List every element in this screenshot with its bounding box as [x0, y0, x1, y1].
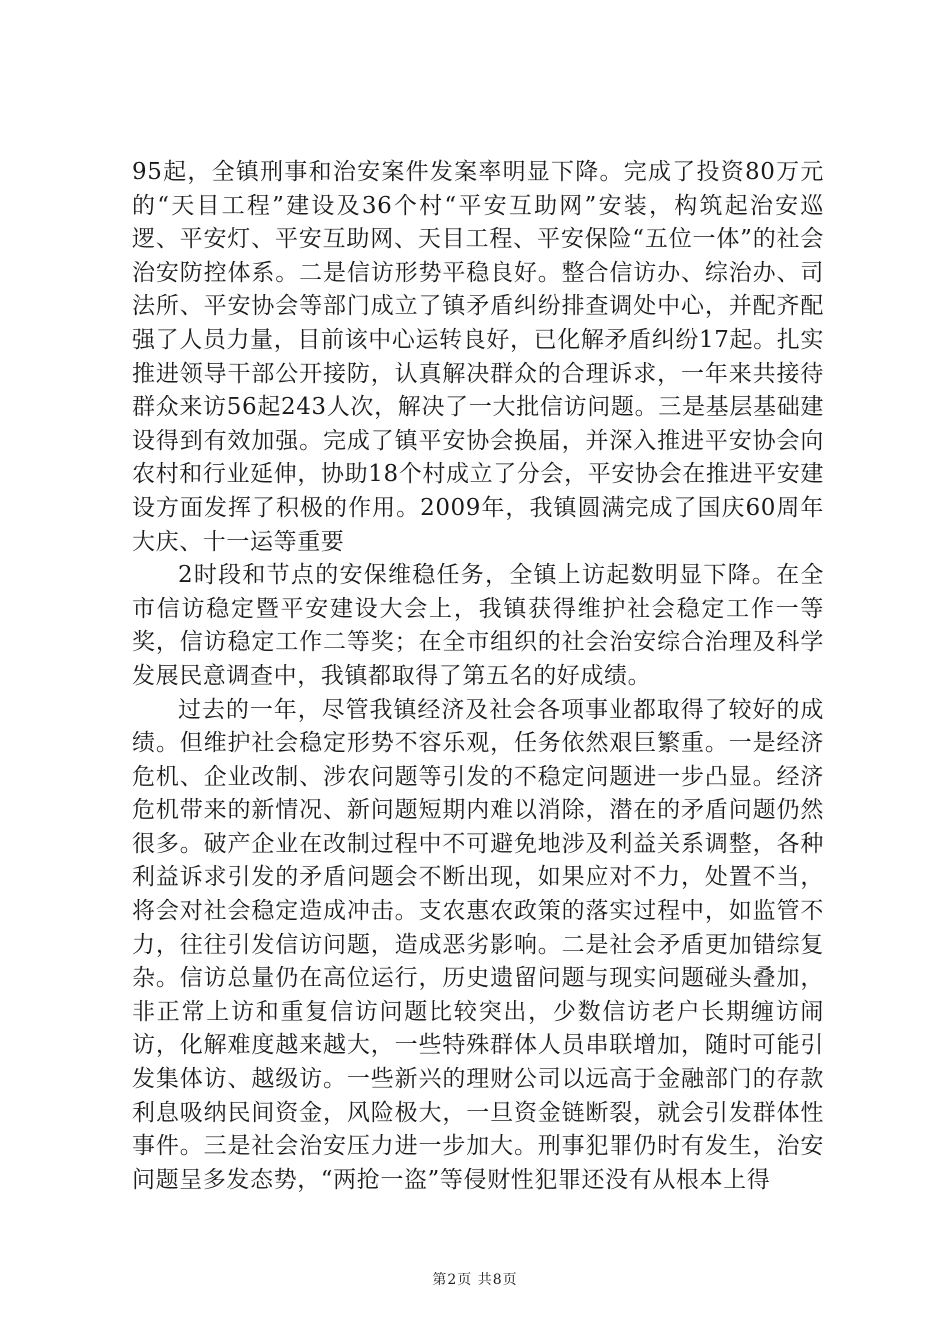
paragraph-2: 2时段和节点的安保维稳任务，全镇上访起数明显下降。在全市信访稳定暨平安建设大会上，我镇获得维护社会稳定工作一等奖，信访稳定工作二等奖；在全市组织的社会治安综合治理及科学发展民意调查中，我镇都取得了第五名的好成绩。	[132, 562, 824, 689]
paragraph-3: 过去的一年，尽管我镇经济及社会各项事业都取得了较好的成绩。但维护社会稳定形势不容乐观，任务依然艰巨繁重。一是经济危机、企业改制、涉农问题等引发的不稳定问题进一步凸显。经济危机带来的新情况、新问题短期内难以消除，潜在的矛盾问题仍然很多。破产企业在改制过程中不可避免地涉及利益关系调整，各种利益诉求引发的矛盾问题会不断出现，如果应对不力，处置不当，将会对社会稳定造成冲击。支农惠农政策的落实过程中，如监管不力，往往引发信访问题，造成恶劣影响。二是社会矛盾更加错综复杂。信访总量仍在高位运行，历史遗留问题与现实问题碰头叠加，非正常上访和重复信访问题比较突出，少数信访老户长期缠访闹访，化解难度越来越大，一些特殊群体人员串联增加，随时可能引发集体访、越级访。一些新兴的理财公司以远高于金融部门的存款利息吸纳民间资金，风险极大，一旦资金链断裂，就会引发群体性事件。三是社会治安压力进一步加大。刑事犯罪仍时有发生，治安问题呈多发态势，“两抢一盗”等侵财性犯罪还没有从根本上得	[132, 696, 824, 1193]
page-footer: 第2页 共8页	[432, 1272, 518, 1288]
document-body	[132, 156, 824, 1197]
paragraph-1: 95起，全镇刑事和治安案件发案率明显下降。完成了投资80万元的“天目工程”建设及36个村“平安互助网”安装，构筑起治安巡逻、平安灯、平安互助网、天目工程、平安保险“五位一体”的社会治安防控体系。二是信访形势平稳良好。整合信访办、综治办、司法所、平安协会等部门成立了镇矛盾纠纷排查调处中心，并配齐配强了人员力量，目前该中心运转良好，已化解矛盾纠纷17起。扎实推进领导干部公开接防，认真解决群众的合理诉求，一年来共接待群众来访56起243人次，解决了一大批信访问题。三是基层基础建设得到有效加强。完成了镇平安协会换届，并深入推进平安协会向农村和行业延伸，协助18个村成立了分会，平安协会在推进平安建设方面发挥了积极的作用。2009年，我镇圆满完成了国庆60周年大庆、十一运等重要	[132, 159, 824, 555]
